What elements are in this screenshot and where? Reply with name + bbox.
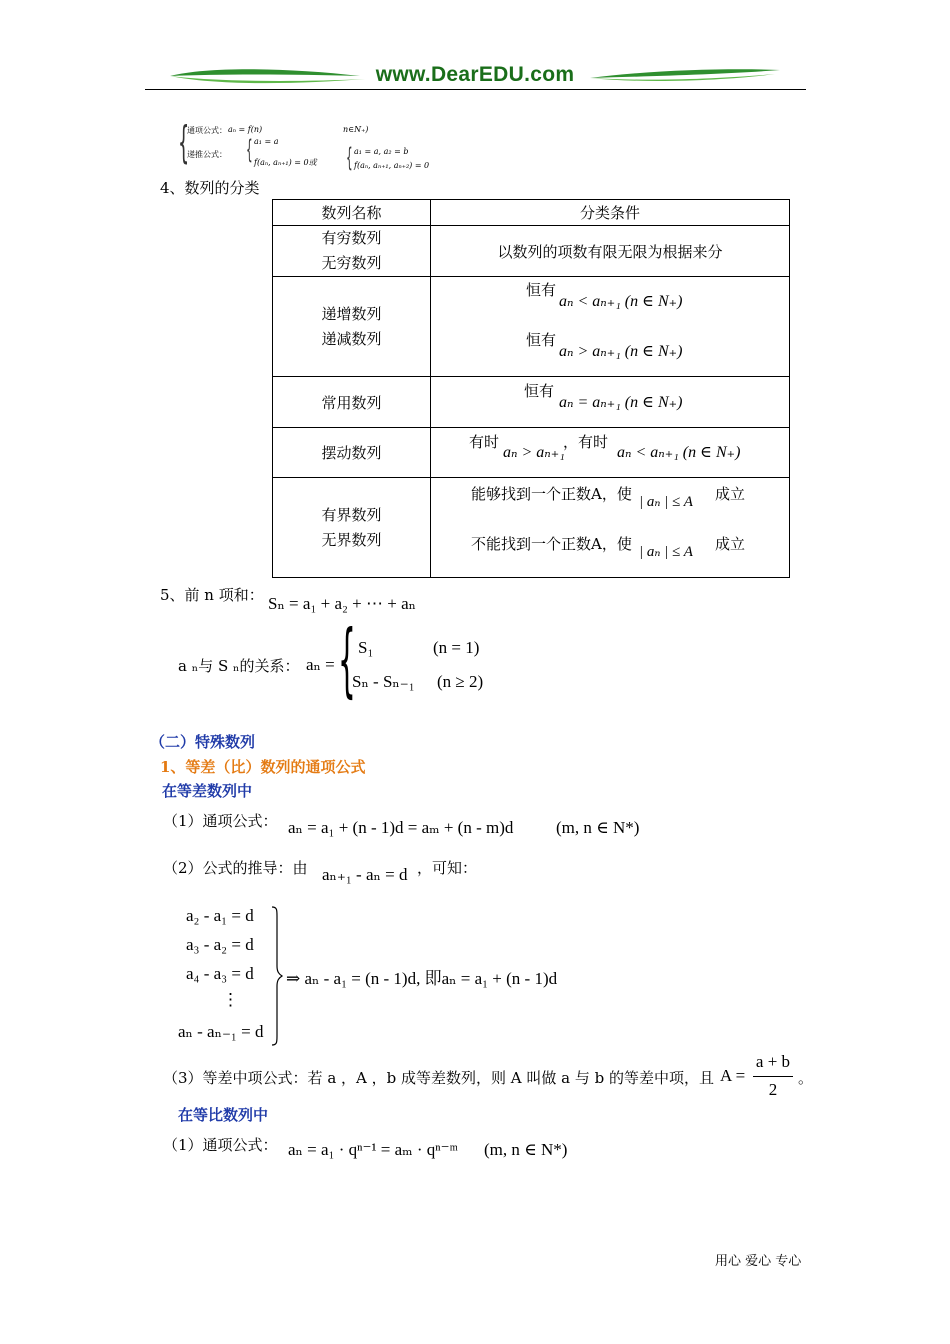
relation-case1: S₁ <box>358 638 374 657</box>
condition-formula: aₙ < aₙ₊₁ (n ∈ N₊) <box>617 444 741 461</box>
derivation-right-brace <box>270 906 284 1046</box>
condition-after: 成立 <box>715 535 746 553</box>
geo-1-formula: aₙ = a₁ · qⁿ⁻¹ = aₘ · qⁿ⁻ᵐ <box>288 1140 458 1159</box>
classification-table <box>272 199 790 578</box>
row-names <box>273 277 431 377</box>
site-logo-text: www.DearEDU.com <box>375 63 575 86</box>
arith-3-text: （3）等差中项公式：若 a ，A ，b 成等差数列，则 A 叫做 a 与 b 的等差中项，且 <box>163 1069 714 1087</box>
special-heading: （二）特殊数列 <box>150 733 256 751</box>
condition-text: 恒有 <box>524 382 555 400</box>
fraction-bar <box>753 1076 793 1077</box>
derivation-line: a₄ - a₃ = d <box>186 964 254 983</box>
name-infinite: 无穷数列 <box>321 254 382 272</box>
condition-text: 恒有 <box>526 331 557 349</box>
table-header-name: 数列名称 <box>273 200 431 226</box>
condition-text: 不能找到一个正数A，使 <box>471 535 632 553</box>
derivation-line: a₂ - a₁ = d <box>186 906 254 925</box>
inner-brace-2: { <box>346 143 353 173</box>
table-row <box>273 277 790 377</box>
condition-cell <box>431 377 790 428</box>
definition-formulas <box>178 117 478 173</box>
relation-lhs: aₙ = <box>306 655 335 674</box>
arith-1-condition: (m, n ∈ N*) <box>556 818 640 837</box>
name-increasing: 递增数列 <box>321 304 382 323</box>
recursive-relation-2: f(aₙ, aₙ₊₁, aₙ₊₂) = 0 <box>354 161 430 170</box>
geo-1-condition: (m, n ∈ N*) <box>484 1140 568 1159</box>
name-bounded: 有界数列 <box>321 505 382 524</box>
relation-case2: Sₙ - Sₙ₋₁ <box>352 672 415 691</box>
header-banner <box>170 62 780 90</box>
condition-text: 有时 <box>469 433 500 451</box>
condition-formula: aₙ > aₙ₊₁ <box>503 444 565 461</box>
recursive-initial: a₁ = a <box>254 137 279 146</box>
general-term-formula: aₙ = f(n) <box>228 125 263 134</box>
special-subheading: 1、等差（比）数列的通项公式 <box>160 758 366 776</box>
derivation-line: a₃ - a₂ = d <box>186 935 254 954</box>
condition-formula: aₙ = aₙ₊₁ (n ∈ N₊) <box>559 394 683 411</box>
table-row <box>273 428 790 478</box>
recursive-relation: f(aₙ, aₙ₊₁) = 0或 <box>254 158 317 167</box>
condition-cell <box>431 277 790 377</box>
name-unbounded: 无界数列 <box>321 530 382 549</box>
recursive-initial-2: a₁ = a, a₂ = b <box>354 147 409 156</box>
condition-cell <box>431 428 790 478</box>
relation-case1-cond: (n = 1) <box>433 638 480 657</box>
condition-formula: | aₙ | ≤ A <box>639 544 693 560</box>
arith-3-numerator: a + b <box>755 1052 791 1071</box>
table-row <box>273 478 790 578</box>
condition-formula: | aₙ | ≤ A <box>639 494 693 510</box>
recursive-label: 递推公式： <box>187 150 227 159</box>
condition-cell <box>431 478 790 578</box>
row-names: 常用数列 <box>273 377 431 428</box>
relation-label: a ₙ与 S ₙ的关系： <box>178 657 300 675</box>
name-decreasing: 递减数列 <box>321 329 382 348</box>
relation-brace: { <box>338 613 356 706</box>
row-names: 摆动数列 <box>273 428 431 478</box>
general-term-condition: n∈N₊) <box>343 125 369 134</box>
footer-text: 用心 爱心 专心 <box>715 1254 802 1269</box>
table-row <box>273 377 790 428</box>
arith-3-denominator: 2 <box>768 1080 778 1099</box>
arith-3-lhs: A = <box>720 1066 746 1085</box>
geo-heading: 在等比数列中 <box>178 1106 269 1124</box>
left-brace: { <box>178 117 190 168</box>
arith-3-end: 。 <box>798 1069 814 1087</box>
row-names <box>273 226 431 277</box>
arith-2-formula: aₙ₊₁ - aₙ = d <box>322 865 408 884</box>
condition-formula: aₙ > aₙ₊₁ (n ∈ N₊) <box>559 343 683 360</box>
derivation-dots: ⋮ <box>222 990 239 1009</box>
sum-formula: Sₙ = a₁ + a₂ + ⋯ + aₙ <box>268 594 417 613</box>
condition-cell: 以数列的项数有限无限为根据来分 <box>431 226 790 277</box>
table-header-condition: 分类条件 <box>431 200 790 226</box>
header-rule <box>145 89 806 90</box>
arith-1-label: （1）通项公式： <box>163 812 278 830</box>
inner-brace: { <box>246 135 253 165</box>
row-names <box>273 478 431 578</box>
condition-formula: aₙ < aₙ₊₁ (n ∈ N₊) <box>559 293 683 310</box>
condition-text: 能够找到一个正数A，使 <box>471 485 632 503</box>
table-row <box>273 226 790 277</box>
name-finite: 有穷数列 <box>321 229 382 247</box>
derivation-line: aₙ - aₙ₋₁ = d <box>178 1022 264 1041</box>
arith-2-after: ，可知： <box>417 859 478 877</box>
condition-after: 成立 <box>715 485 746 503</box>
section4-title: 4、数列的分类 <box>160 179 260 197</box>
condition-text: ，有时 <box>563 433 609 451</box>
arith-2-label: （2）公式的推导：由 <box>163 859 308 877</box>
section5-title: 5、前 n 项和： <box>160 586 264 604</box>
arith-1-formula: aₙ = a₁ + (n - 1)d = aₘ + (n - m)d <box>288 818 514 837</box>
condition-text: 恒有 <box>526 281 557 299</box>
table-header-row <box>273 200 790 226</box>
geo-1-label: （1）通项公式： <box>163 1136 278 1154</box>
derivation-result: ⇒ aₙ - a₁ = (n - 1)d, 即aₙ = a₁ + (n - 1)d <box>286 969 558 988</box>
arith-heading: 在等差数列中 <box>162 782 253 800</box>
relation-case2-cond: (n ≥ 2) <box>437 672 484 691</box>
general-term-label: 通项公式： <box>187 126 227 135</box>
